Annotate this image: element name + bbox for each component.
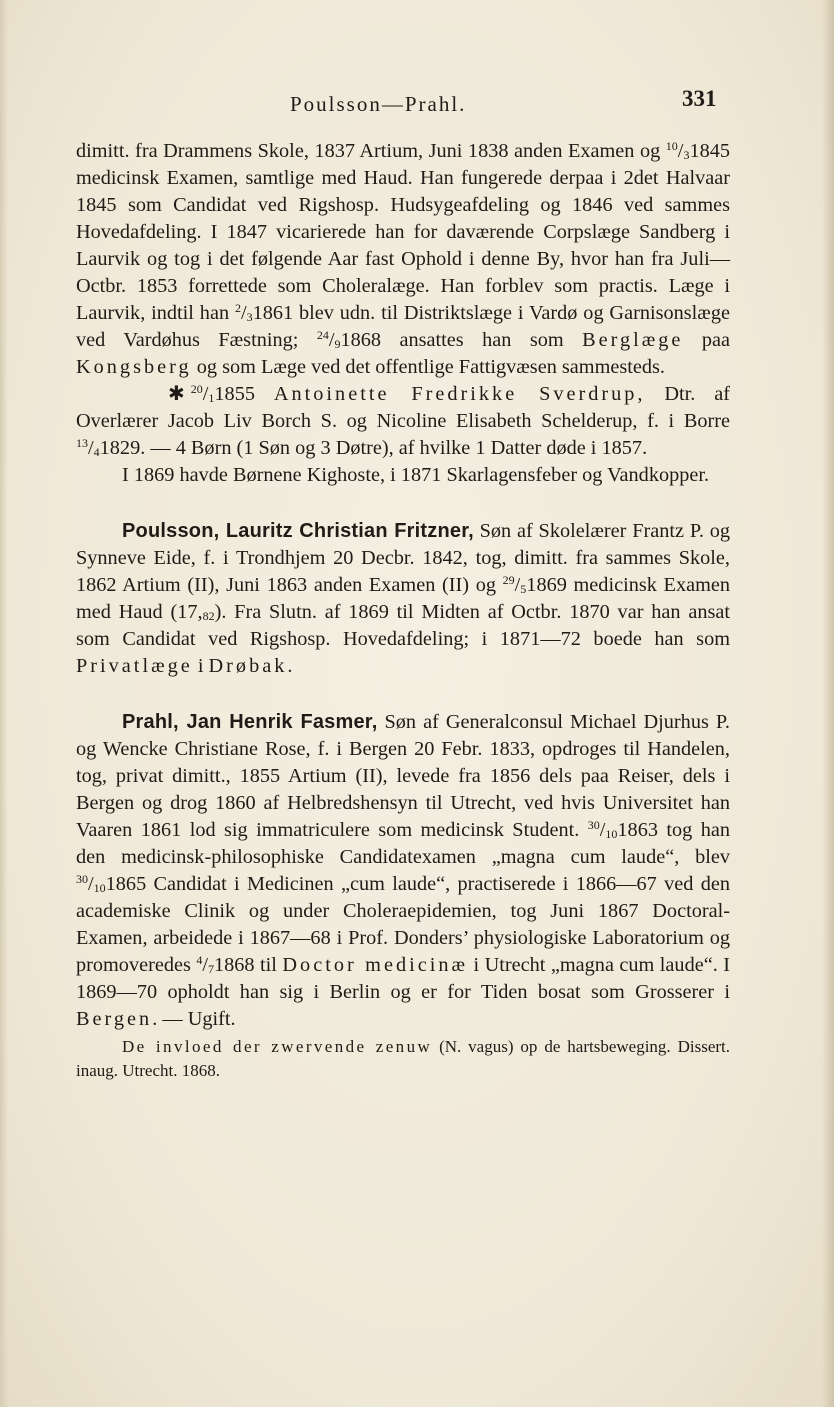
entry-name: Prahl, Jan Henrik Fasmer, (122, 711, 378, 733)
spaced-emphasis: Doctor medicinæ (282, 954, 469, 976)
text-run: 1855 (214, 383, 274, 405)
entry-continuation-paragraph: dimitt. fra Drammens Skole, 1837 Artium, Juni 1838 anden Examen og $^{10}/_31845$ medicinsk Examen, samtlige med Haud. Han fungerede derpaa i 2det Halvaar 1845 som Candidat ved Rigshosp. Hudsygeafdeling og 1846 ved sammes Hovedafdeling. I 1847 vicarierede han for daværende Corpslæge Sandberg i Laurvik og tog i det følgende Aar fast Ophold i denne By, hvor han fra Juli—Octbr. 1853 forrettede som Choleralæge. Han forblev som practis. Læge i Laurvik, indtil han $^2/_31861$ blev udn. til Distriktslæge i Vardø og Garnisonslæge ved Vardøhus Fæstning; $^{24}/_91868$ ansattes han som Berglæge paa Kongsberg og som Læge ved det offentlige Fattigvæsen sammesteds. (76, 139, 731, 378)
entry-prahl-jan: Prahl, Jan Henrik Fasmer, Søn af Generalconsul Michael Djurhus P. og Wencke Christiane Rose, f. i Bergen 20 Febr. 1833, opdroges til Handelen, tog, privat dimitt., 1855 Artium (II), levede fra 1856 dels paa Reiser, dels i Bergen og drog 1860 af Helbredshensyn til Utrecht, ved hvis Universitet han Vaaren 1861 lod sig immatriculere som medicinsk Student. $^{30}/_{10}1863$ tog han den medicinsk-philosophiske Candidatexamen „magna cum laude“, blev $^{30}/_{10}1865$ Candidat i Medicinen „cum laude“, practiserede i 1866—67 ved den academiske Clinik og under Choleraepidemien, tog Juni 1867 Doctoral-Examen, arbeidede i 1867—68 i Prof. Donders’ physiologiske Laboratorium og promoveredes $^4/_71868$ til Doctor medicinæ i Utrecht „magna cum laude“. I 1869—70 opholdt han sig i Berlin og er for Tiden bosat som Grosserer i Bergen. — Ugift. (76, 711, 731, 1030)
fraction-denominator: 7 (208, 962, 214, 976)
fraction-denominator: 3 (246, 310, 253, 324)
page-edge-left (0, 0, 8, 1407)
fraction-numerator: 4 (196, 953, 203, 967)
fraction-denominator: 1 (208, 391, 215, 405)
fraction-numerator: 29 (502, 573, 515, 587)
illness-paragraph (76, 462, 730, 489)
fraction-numerator: 24 (316, 328, 329, 342)
text-run: 1845 medicinsk Examen, samtlige med Haud. Han fungerede derpaa i 2det Halvaar 1845 som Candidat ved Rigshosp. Hudsygeafdeling og 1846 ved sammes Hovedafdeling. I 1847 vicarierede han for daværende Corpslæge Sandberg i Laurvik og tog i det følgende Aar fast Ophold i denne By, hvor han fra Juli—Octbr. 1853 forrettede som Choleralæge. Han forblev som practis. Læge i Laurvik, indtil han (76, 140, 730, 324)
text-run: I 1869 havde Børnene Kighoste, i 1871 Skarlagensfeber og Vandkopper. (122, 464, 710, 486)
running-title: Poulsson—Prahl. (290, 92, 467, 116)
text-run: Søn af Generalconsul Michael Djurhus P. og Wencke Christiane Rose, f. i Bergen 20 Febr. 1833, opdroges til Handelen, tog, privat dimitt., 1855 Artium (II), levede fra 1856 dels paa Reiser, dels i Bergen og drog 1860 af Helbredshensyn til Utrecht, ved hvis Universitet han Vaaren 1861 lod sig immatriculere som medicinsk Student. (76, 711, 730, 841)
score-subscript: 82 (202, 609, 215, 623)
entry-poulsson-lauritz: Poulsson, Lauritz Christian Fritzner, Søn af Skolelærer Frantz P. og Synneve Eide, f. i Trondhjem 20 Decbr. 1842, tog, dimitt. fra sammes Skole, 1862 Artium (II), Juni 1863 anden Examen (II) og $^{29}/_51869$ medicinsk Examen med Haud $(17,_{82})$. Fra Slutn. af 1869 til Midten af Octbr. 1870 var han ansat som Candidat ved Rigshosp. Hovedafdeling; i 1871—72 boede han som Privatlæge i Drøbak. (76, 520, 731, 677)
text-run: i Utrecht „magna cum laude“. I 1869—70 opholdt han sig i Berlin og er for Tiden bosat som Grosserer i (76, 954, 730, 1003)
fraction-numerator: 10 (665, 139, 678, 153)
fraction-numerator: 13 (76, 436, 88, 450)
fraction-numerator: 30 (587, 818, 600, 832)
text-run: 1861 blev udn. til Distriktslæge i Vardø og Garnisonslæge ved Vardøhus Fæstning; (76, 302, 730, 351)
fraction-numerator: 30 (76, 872, 88, 886)
fraction-denominator: 10 (93, 881, 106, 895)
dissertation-note (76, 1035, 730, 1083)
fraction-denominator: 9 (334, 337, 341, 351)
text-run: ). Fra Slutn. af 1869 til Midten af Octbr. 1870 var han ansat som Candidat ved Rigshosp. Hovedafdeling; i 1871—72 boede han som (76, 601, 731, 650)
spaced-emphasis: Kongsberg (76, 356, 192, 378)
text-run: (N. vagus) op de hartsbeweging. Dissert. inaug. Utrecht. 1868. (76, 1037, 730, 1080)
fraction-denominator: 3 (683, 148, 690, 162)
text-run: 1829. — 4 Børn (1 Søn og 3 Døtre), af hvilke 1 Datter døde i 1857. (99, 437, 648, 459)
marriage-star-icon: ✱ (168, 383, 185, 405)
text-run: 1868 ansattes han som (340, 329, 583, 351)
spaced-emphasis: Berglæge (582, 329, 684, 351)
text-run: i (192, 655, 209, 677)
text-run: . — Ugift. (152, 1008, 236, 1030)
text-run: Dtr. af Overlærer Jacob Liv Borch S. og Nicoline Elisabeth Schelderup, f. i Borre (76, 383, 730, 432)
dissertation-title: De invloed der zwervende zenuw (122, 1037, 433, 1056)
page-header (0, 84, 834, 124)
text-run: . (287, 655, 293, 677)
text-run: dimitt. fra Drammens Skole, 1837 Artium, Juni 1838 anden Examen og (76, 140, 666, 162)
entry-name: Poulsson, Lauritz Christian Fritzner, (122, 520, 474, 542)
spaced-emphasis: Drøbak (208, 655, 288, 677)
page-edge-right (822, 0, 834, 1407)
spaced-emphasis: Bergen (76, 1008, 153, 1030)
fraction-denominator: 4 (93, 445, 100, 459)
text-run: og som Læge ved det offentlige Fattigvæsen sammesteds. (191, 356, 665, 378)
text-run: 1863 tog han den medicinsk-philosophiske Candidatexamen „magna cum laude“, blev (76, 819, 731, 868)
page-body (76, 138, 730, 1083)
spaced-emphasis: Privatlæge (76, 655, 193, 677)
text-run: 1869 medicinsk Examen med Haud (17, (76, 574, 731, 623)
fraction-denominator: 10 (605, 827, 618, 841)
text-run: paa (683, 329, 731, 351)
text-run: Søn af Skolelærer Frantz P. og Synneve Eide, f. i Trondhjem 20 Decbr. 1842, tog, dimitt. fra sammes Skole, 1862 Artium (II), Juni 1863 anden Examen (II) og (76, 520, 730, 596)
spouse-name: Antoinette Fredrikke Sverdrup, (273, 383, 646, 405)
fraction-numerator: 2 (234, 301, 241, 315)
fraction-denominator: 5 (520, 582, 527, 596)
page-number: 331 (682, 86, 717, 111)
text-run: 1865 Candidat i Medicinen „cum laude“, practiserede i 1866—67 ved den academiske Clinik og under Choleraepidemien, tog Juni 1867 Doctoral-Examen, arbeidede i 1867—68 i Prof. Donders’ physiologiske Laboratorium og promoveredes (76, 873, 730, 976)
marriage-paragraph: ✱ $^{20}/_11855$ Antoinette Fredrikke Sverdrup, Dtr. af Overlærer Jacob Liv Borch S. og Nicoline Elisabeth Schelderup, f. i Borre $^{13}/_41829$. — 4 Børn (1 Søn og 3 Døtre), af hvilke 1 Datter døde i 1857. (76, 382, 730, 459)
text-run: 1868 til (214, 954, 283, 976)
fraction-numerator: 20 (190, 382, 203, 396)
